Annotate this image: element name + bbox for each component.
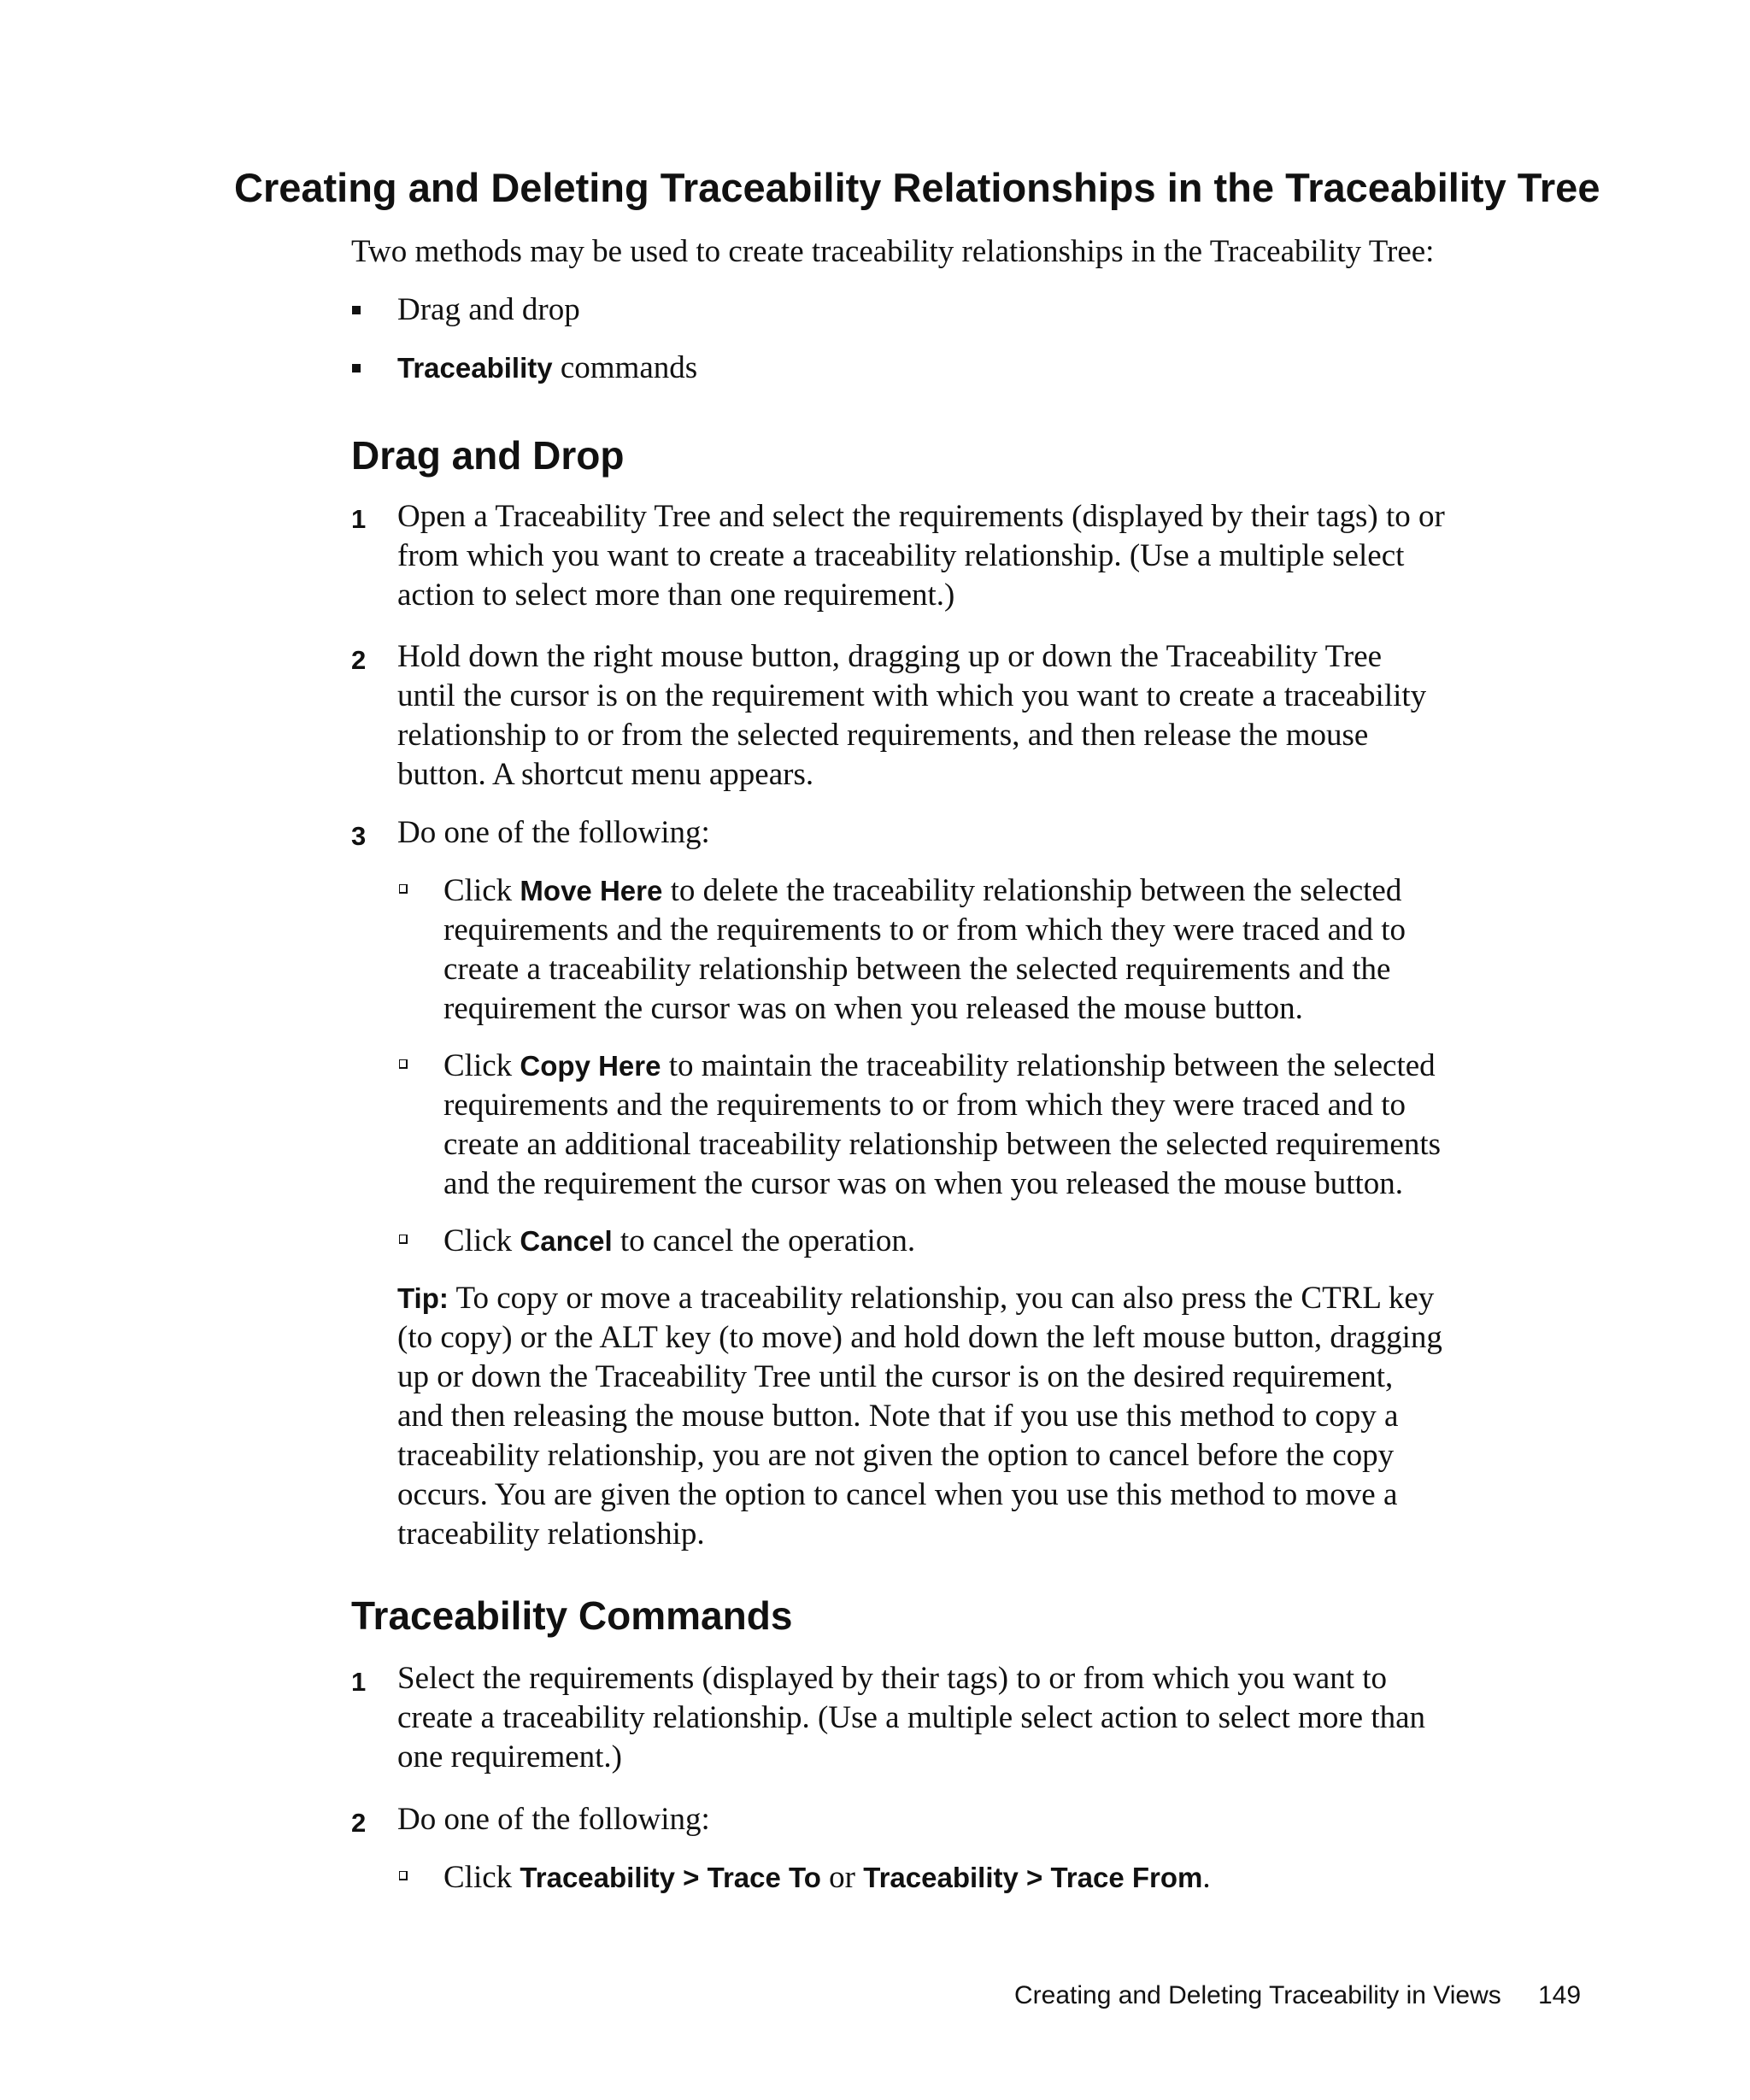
move-here-label: Move Here (520, 875, 663, 906)
trace-from-command: Traceability > Trace From (863, 1862, 1203, 1893)
step-2-text (397, 637, 1426, 795)
text-line: (to copy) or the ALT key (to move) and hold down the left mouse button, dragging (397, 1320, 1442, 1355)
cancel-label: Cancel (520, 1225, 613, 1257)
text-line: to delete the traceability relationship between the selected (662, 873, 1402, 908)
step-3-text: Do one of the following: (397, 815, 710, 850)
page-number: 149 (1538, 1981, 1582, 2009)
text-line: To copy or move a traceability relationship, you can also press the CTRL key (448, 1281, 1435, 1316)
trace-to-command: Traceability > Trace To (520, 1862, 821, 1893)
text-line: one requirement.) (397, 1739, 622, 1774)
step-1-text (397, 497, 1445, 615)
copy-here-label: Copy Here (520, 1050, 661, 1082)
option-copy-here (443, 1047, 1441, 1204)
method-commands-rest: commands (552, 350, 698, 385)
bullet-square-icon (352, 306, 361, 314)
footer-title: Creating and Deleting Traceability in Views (1014, 1981, 1501, 2009)
or-word: or (820, 1860, 864, 1895)
option-trace-commands (443, 1858, 1211, 1898)
method-commands (397, 349, 697, 388)
step-number: 2 (351, 1808, 367, 1838)
section-title-commands: Traceability Commands (351, 1593, 793, 1638)
text-line: occurs. You are given the option to cancel when you use this method to move a (397, 1477, 1398, 1512)
section-title-drag-drop: Drag and Drop (351, 433, 625, 478)
text-line: and then releasing the mouse button. Note that if you use this method to copy a (397, 1399, 1399, 1434)
page-title: Creating and Deleting Traceability Relationships in the Traceability Tree (234, 165, 1600, 210)
text-line: button. A shortcut menu appears. (397, 757, 814, 792)
step-number: 1 (351, 1667, 367, 1697)
tip-paragraph (397, 1279, 1442, 1554)
text-line: create a traceability relationship between the selected requirements and the (443, 952, 1391, 987)
intro-paragraph: Two methods may be used to create traceability relationships in the Traceability Tree: (351, 234, 1435, 269)
text-line: traceability relationship, you are not given the option to cancel before the copy (397, 1438, 1395, 1473)
text-line: Select the requirements (displayed by their tags) to or from which you want to (397, 1661, 1388, 1696)
commands-step-1-text (397, 1659, 1425, 1777)
bullet-hollow-icon (399, 1871, 408, 1880)
text-line: until the cursor is on the requirement with which you want to create a traceability (397, 678, 1427, 713)
method-commands-bold: Traceability (397, 352, 553, 384)
bullet-hollow-icon (399, 1235, 408, 1244)
option-cancel (443, 1222, 915, 1261)
bullet-hollow-icon (399, 1059, 408, 1069)
period: . (1202, 1860, 1211, 1895)
tip-label: Tip: (397, 1282, 449, 1314)
text-line: relationship to or from the selected requirements, and then release the mouse (397, 718, 1369, 753)
bullet-hollow-icon (399, 884, 408, 894)
text-line: create an additional traceability relationship between the selected requirements (443, 1127, 1442, 1162)
step-number: 3 (351, 821, 367, 851)
text-line: to cancel the operation. (612, 1223, 916, 1258)
bullet-square-icon (352, 364, 361, 372)
text-line: Open a Traceability Tree and select the requirements (displayed by their tags) to or (397, 499, 1445, 534)
step-number: 2 (351, 645, 367, 675)
method-drag-drop: Drag and drop (397, 292, 580, 327)
text-line: to maintain the traceability relationship between the selected (661, 1048, 1436, 1083)
click-word: Click (443, 1860, 520, 1895)
text-line: create a traceability relationship. (Use a multiple select action to select more than (397, 1700, 1426, 1735)
text-line: traceability relationship. (397, 1516, 705, 1552)
text-line: requirements and the requirements to or from which they were traced and to (443, 912, 1406, 947)
text-line: action to select more than one requirement.) (397, 578, 955, 613)
click-word: Click (443, 873, 520, 908)
option-move-here (443, 871, 1406, 1029)
text-line: and the requirement the cursor was on when you released the mouse button. (443, 1166, 1404, 1201)
step-number: 1 (351, 504, 367, 534)
click-word: Click (443, 1223, 520, 1258)
click-word: Click (443, 1048, 520, 1083)
text-line: requirements and the requirements to or from which they were traced and to (443, 1088, 1406, 1123)
text-line: Hold down the right mouse button, dragging up or down the Traceability Tree (397, 639, 1383, 674)
text-line: up or down the Traceability Tree until the cursor is on the desired requirement, (397, 1359, 1394, 1394)
text-line: requirement the cursor was on when you released the mouse button. (443, 991, 1303, 1026)
commands-step-2-text: Do one of the following: (397, 1802, 710, 1837)
text-line: from which you want to create a traceability relationship. (Use a multiple select (397, 538, 1405, 573)
